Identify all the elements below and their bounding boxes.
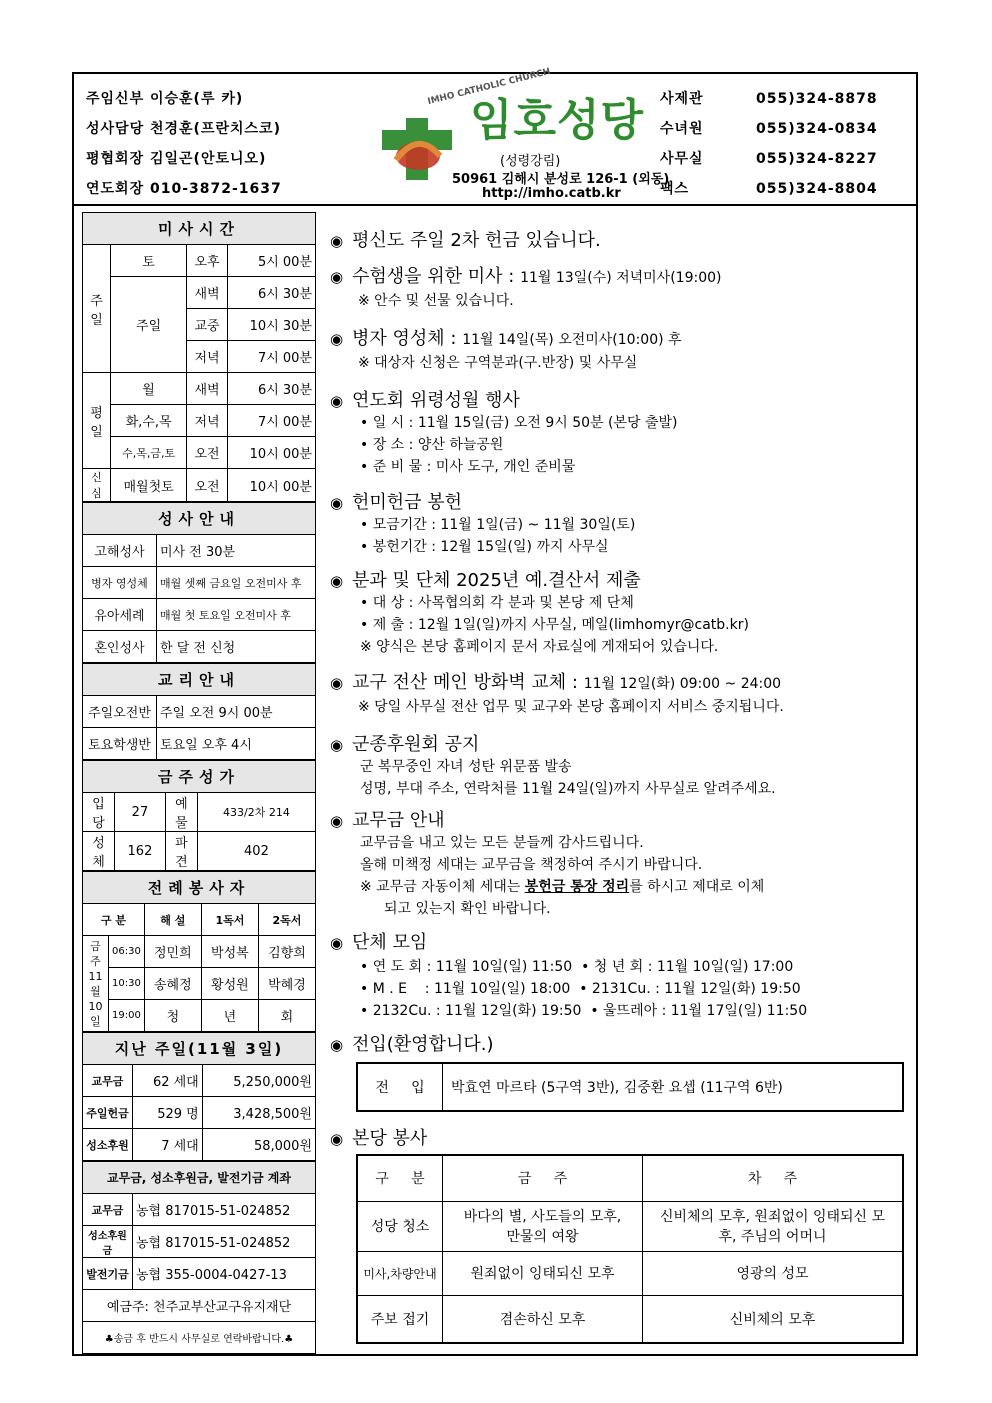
phone: 055)324-8804 <box>756 181 878 197</box>
label: 파견 <box>165 832 197 871</box>
person: 김일곤(안토니오) <box>149 151 267 167</box>
hour: 7시 00분 <box>227 341 315 373</box>
label: 발전기금 <box>83 1258 133 1290</box>
bullet-icon: ◉ <box>330 392 344 410</box>
church-logo <box>372 66 670 204</box>
hour: 10시 30분 <box>227 309 315 341</box>
notice-title: 교무금 안내 <box>352 810 445 831</box>
time: 06:30 <box>109 936 145 968</box>
bullet-icon: ◉ <box>330 572 344 590</box>
bullet-icon: ◉ <box>330 268 344 286</box>
transfer-note: ♣송금 후 반드시 사무실로 연락바랍니다.♣ <box>83 1322 316 1354</box>
person: 송혜정 <box>144 968 201 1000</box>
day: 월 <box>111 373 187 405</box>
notice-title: 전입(환영합니다.) <box>352 1034 494 1055</box>
team: 겸손하신 모후 <box>443 1295 643 1343</box>
notice-line: • 2132Cu. : 11월 12일(화) 19:50 • 울뜨레아 : 11월 17일(일) 11:50 <box>360 1003 808 1019</box>
label: 혼인성사 <box>83 631 157 663</box>
notice-12 <box>330 1124 427 1150</box>
col-header: 차 주 <box>643 1155 903 1201</box>
value: 토요일 오후 4시 <box>157 728 316 760</box>
notice-title: 단체 모임 <box>352 932 428 953</box>
time: 오전 <box>187 437 228 469</box>
notice-line: • 대 상 : 사목협의회 각 분과 및 본당 제 단체 <box>360 595 634 611</box>
section-title: 교리안내 <box>83 664 316 696</box>
col-header: 금 주 <box>443 1155 643 1201</box>
hour: 6시 30분 <box>227 277 315 309</box>
date-label: 금주 11월 10일 <box>83 936 109 1032</box>
person: 년 <box>201 1000 258 1032</box>
transfer-in-table <box>356 1062 904 1112</box>
contact-label: 팩스 <box>660 181 690 197</box>
person: 이승훈(루 카) <box>149 91 244 107</box>
notice-line: • 봉헌기간 : 12월 15일(일) 까지 사무실 <box>360 539 609 555</box>
time: 19:00 <box>109 1000 145 1032</box>
label: 토요학생반 <box>83 728 157 760</box>
label: 주일헌금 <box>83 1097 133 1129</box>
hour: 5시 00분 <box>227 245 315 277</box>
bullet-icon: ◉ <box>330 232 344 250</box>
church-english-name: IMHO CATHOLIC CHURCH <box>426 66 552 108</box>
group-label: 신심 <box>83 469 111 502</box>
doctrine-table <box>82 663 316 760</box>
text: ※ 교무금 자동이체 세대는 <box>360 879 525 895</box>
time: 새벽 <box>187 277 228 309</box>
notice-4 <box>330 386 520 412</box>
notice-line: • 연 도 회 : 11월 10일(일) 11:50 • 청 년 회 : 11월 10일(일) 17:00 <box>360 959 794 975</box>
person: 회 <box>258 1000 315 1032</box>
text: 를 하시고 제대로 이체 <box>629 879 765 895</box>
amount: 5,250,000원 <box>202 1065 315 1097</box>
group-label: 주일 <box>83 245 111 373</box>
day: 수,목,금,토 <box>111 437 187 469</box>
notice-10 <box>330 928 427 954</box>
notice-note: ※ 양식은 본당 홈페이지 문서 자료실에 게재되어 있습니다. <box>360 639 719 655</box>
section-title: 전례봉사자 <box>83 872 316 904</box>
left-column <box>82 212 316 1354</box>
notice-8 <box>330 730 479 756</box>
bullet-icon: ◉ <box>330 674 344 692</box>
emphasis: 봉헌금 통장 정리 <box>524 879 630 895</box>
phone: 055)324-8878 <box>756 91 878 107</box>
notice-line: 군 복무중인 자녀 성탄 위문품 발송 <box>360 759 572 775</box>
notice-note: ※ 대상자 신청은 구역분과(구.반장) 및 사무실 <box>358 355 638 371</box>
account: 농협 817015-51-024852 <box>133 1226 316 1258</box>
time: 새벽 <box>187 373 228 405</box>
account: 농협 817015-51-024852 <box>133 1194 316 1226</box>
mass-times-table <box>82 212 316 502</box>
person: 정민희 <box>144 936 201 968</box>
header-right <box>660 84 878 204</box>
section-title: 지난 주일(11월 3일) <box>83 1033 316 1065</box>
header <box>72 66 918 206</box>
bullet-icon: ◉ <box>330 736 344 754</box>
label: 성당 청소 <box>357 1201 443 1251</box>
notice-note: ※ 안수 및 선물 있습니다. <box>358 293 514 309</box>
team: 신비체의 모후, 원죄없이 잉태되신 모후, 주님의 어머니 <box>643 1201 903 1251</box>
notice-line: • 모금기간 : 11월 1일(금) ~ 11월 30일(토) <box>360 517 636 533</box>
label: 주보 접기 <box>357 1295 443 1343</box>
website-link[interactable]: http://imho.catb.kr <box>482 186 621 201</box>
time: 저녁 <box>187 341 228 373</box>
label: 주일오전반 <box>83 696 157 728</box>
person: 황성원 <box>201 968 258 1000</box>
hymn-table <box>82 760 316 871</box>
label: 성소후원 <box>83 1129 133 1161</box>
time: 10:30 <box>109 968 145 1000</box>
value: 주일 오전 9시 00분 <box>157 696 316 728</box>
account-holder: 예금주: 천주교부산교구유지재단 <box>83 1290 316 1322</box>
notice-title: 교구 전산 메인 방화벽 교체 : <box>352 672 578 693</box>
hour: 7시 00분 <box>227 405 315 437</box>
team: 바다의 별, 사도들의 모후, 만물의 여왕 <box>443 1201 643 1251</box>
notice-title: 병자 영성체 : <box>352 328 457 349</box>
notice-line: • 제 출 : 12월 1일(일)까지 사무실, 메일(limhomyr@catb.kr) <box>360 617 749 633</box>
notice-title: 본당 봉사 <box>352 1128 428 1149</box>
notice-6 <box>330 566 641 592</box>
label: 성체 <box>83 832 115 871</box>
notice-7 <box>330 668 781 694</box>
notice-line: 올해 미책정 세대는 교무금을 책정하여 주시기 바랍니다. <box>360 857 703 873</box>
notice-title: 헌미헌금 봉헌 <box>352 492 463 513</box>
role: 성사담당 <box>86 121 145 137</box>
amount: 3,428,500원 <box>202 1097 315 1129</box>
person: 청 <box>144 1000 201 1032</box>
time: 오전 <box>187 469 228 502</box>
notice-line: 성명, 부대 주소, 연락처를 11월 24일(일)까지 사무실로 알려주세요. <box>360 781 776 797</box>
role: 주임신부 <box>86 91 145 107</box>
notice-line <box>360 876 764 896</box>
value: 매월 첫 토요일 오전미사 후 <box>157 599 316 631</box>
day: 주일 <box>111 277 187 373</box>
bullet-icon: ◉ <box>330 1130 344 1148</box>
col-header: 1독서 <box>201 904 258 936</box>
person: 천경훈(프란치스코) <box>149 121 281 137</box>
contact-label: 사무실 <box>660 151 704 167</box>
person: 박혜경 <box>258 968 315 1000</box>
header-left <box>86 84 282 204</box>
label: 고해성사 <box>83 535 157 567</box>
notice-title: 평신도 주일 2차 헌금 있습니다. <box>352 230 601 251</box>
team: 원죄없이 잉태되신 모후 <box>443 1251 643 1295</box>
account: 농협 355-0004-0427-13 <box>133 1258 316 1290</box>
label: 입당 <box>83 793 115 832</box>
section-title: 금주성가 <box>83 761 316 793</box>
phone: 055)324-0834 <box>756 121 878 137</box>
notice-line: • M . E : 11월 10일(일) 18:00 • 2131Cu. : 11월 12일(화) 19:50 <box>360 981 801 997</box>
notice-line: 되고 있는지 확인 바랍니다. <box>384 901 551 917</box>
bullet-icon: ◉ <box>330 494 344 512</box>
hour: 6시 30분 <box>227 373 315 405</box>
label: 전 입 <box>357 1063 443 1111</box>
notice-title: 수험생을 위한 미사 : <box>352 266 515 287</box>
value: 433/2차 214 <box>197 793 315 832</box>
col-header: 2독서 <box>258 904 315 936</box>
label: 교무금 <box>83 1065 133 1097</box>
notice-detail: 11월 14일(목) 오전미사(10:00) 후 <box>462 332 682 348</box>
value: 미사 전 30분 <box>157 535 316 567</box>
bullet-icon: ◉ <box>330 330 344 348</box>
col-header: 구 분 <box>83 904 145 936</box>
notice-line: 교무금을 내고 있는 모든 분들께 감사드립니다. <box>360 835 644 851</box>
label: 병자 영성체 <box>83 567 157 599</box>
team: 신비체의 모후 <box>643 1295 903 1343</box>
day: 토 <box>111 245 187 277</box>
servers-table <box>82 871 316 1032</box>
label: 교무금 <box>83 1194 133 1226</box>
notice-line: • 준 비 물 : 미사 도구, 개인 준비물 <box>360 459 576 475</box>
time: 교중 <box>187 309 228 341</box>
church-name: 임호성당 <box>470 95 645 146</box>
count: 62 세대 <box>133 1065 203 1097</box>
notice-3 <box>330 324 682 350</box>
label: 미사,차량안내 <box>357 1251 443 1295</box>
person: 박성복 <box>201 936 258 968</box>
accounts-table <box>82 1161 316 1354</box>
value: 한 달 전 신청 <box>157 631 316 663</box>
notice-detail: 11월 13일(수) 저녁미사(19:00) <box>520 270 722 286</box>
time: 오후 <box>187 245 228 277</box>
count: 7 세대 <box>133 1129 203 1161</box>
notice-11 <box>330 1030 493 1056</box>
value: 162 <box>115 832 166 871</box>
notice-title: 연도회 위령성월 행사 <box>352 390 520 411</box>
col-header: 구 분 <box>357 1155 443 1201</box>
person: 김향희 <box>258 936 315 968</box>
duty-table <box>356 1154 904 1344</box>
hour: 10시 00분 <box>227 437 315 469</box>
notice-detail: 11월 12일(화) 09:00 ~ 24:00 <box>583 676 782 692</box>
label: 예물 <box>165 793 197 832</box>
group-label: 평일 <box>83 373 111 469</box>
notice-line: • 일 시 : 11월 15일(금) 오전 9시 50분 (본당 출발) <box>360 415 678 431</box>
count: 529 명 <box>133 1097 203 1129</box>
phone: 010-3872-1637 <box>149 181 282 197</box>
notice-note: ※ 당일 사무실 전산 업무 및 교구와 본당 홈페이지 서비스 중지됩니다. <box>358 699 784 715</box>
col-header: 해 설 <box>144 904 201 936</box>
contact-label: 사제관 <box>660 91 704 107</box>
role: 연도회장 <box>86 181 145 197</box>
notice-line: • 장 소 : 양산 하늘공원 <box>360 437 504 453</box>
notice-1 <box>330 226 601 252</box>
amount: 58,000원 <box>202 1129 315 1161</box>
last-week-table <box>82 1032 316 1161</box>
value: 매월 셋째 금요일 오전미사 후 <box>157 567 316 599</box>
section-title: 교무금, 성소후원금, 발전기금 계좌 <box>83 1162 316 1194</box>
bullet-icon: ◉ <box>330 934 344 952</box>
notice-9 <box>330 806 445 832</box>
label: 성소후원금 <box>83 1226 133 1258</box>
label: 유아세례 <box>83 599 157 631</box>
bullet-icon: ◉ <box>330 1036 344 1054</box>
day: 화,수,목 <box>111 405 187 437</box>
team: 영광의 성모 <box>643 1251 903 1295</box>
notice-title: 군종후원회 공지 <box>352 734 480 755</box>
day: 매월첫토 <box>111 469 187 502</box>
time: 저녁 <box>187 405 228 437</box>
bullet-icon: ◉ <box>330 812 344 830</box>
section-title: 성사안내 <box>83 503 316 535</box>
notice-5 <box>330 488 462 514</box>
notice-title: 분과 및 단체 2025년 예.결산서 제출 <box>352 570 641 591</box>
sacrament-table <box>82 502 316 663</box>
notice-2 <box>330 262 721 288</box>
value: 박효연 마르타 (5구역 3반), 김중환 요셉 (11구역 6반) <box>443 1063 904 1111</box>
address: 50961 김해시 분성로 126-1 (외동) <box>452 172 670 187</box>
hour: 10시 00분 <box>227 469 315 502</box>
section-title: 미사시간 <box>83 213 316 245</box>
role: 평협회장 <box>86 151 145 167</box>
phone: 055)324-8227 <box>756 151 878 167</box>
patron: (성령강림) <box>500 154 561 169</box>
value: 402 <box>197 832 315 871</box>
value: 27 <box>115 793 166 832</box>
contact-label: 수녀원 <box>660 121 704 137</box>
